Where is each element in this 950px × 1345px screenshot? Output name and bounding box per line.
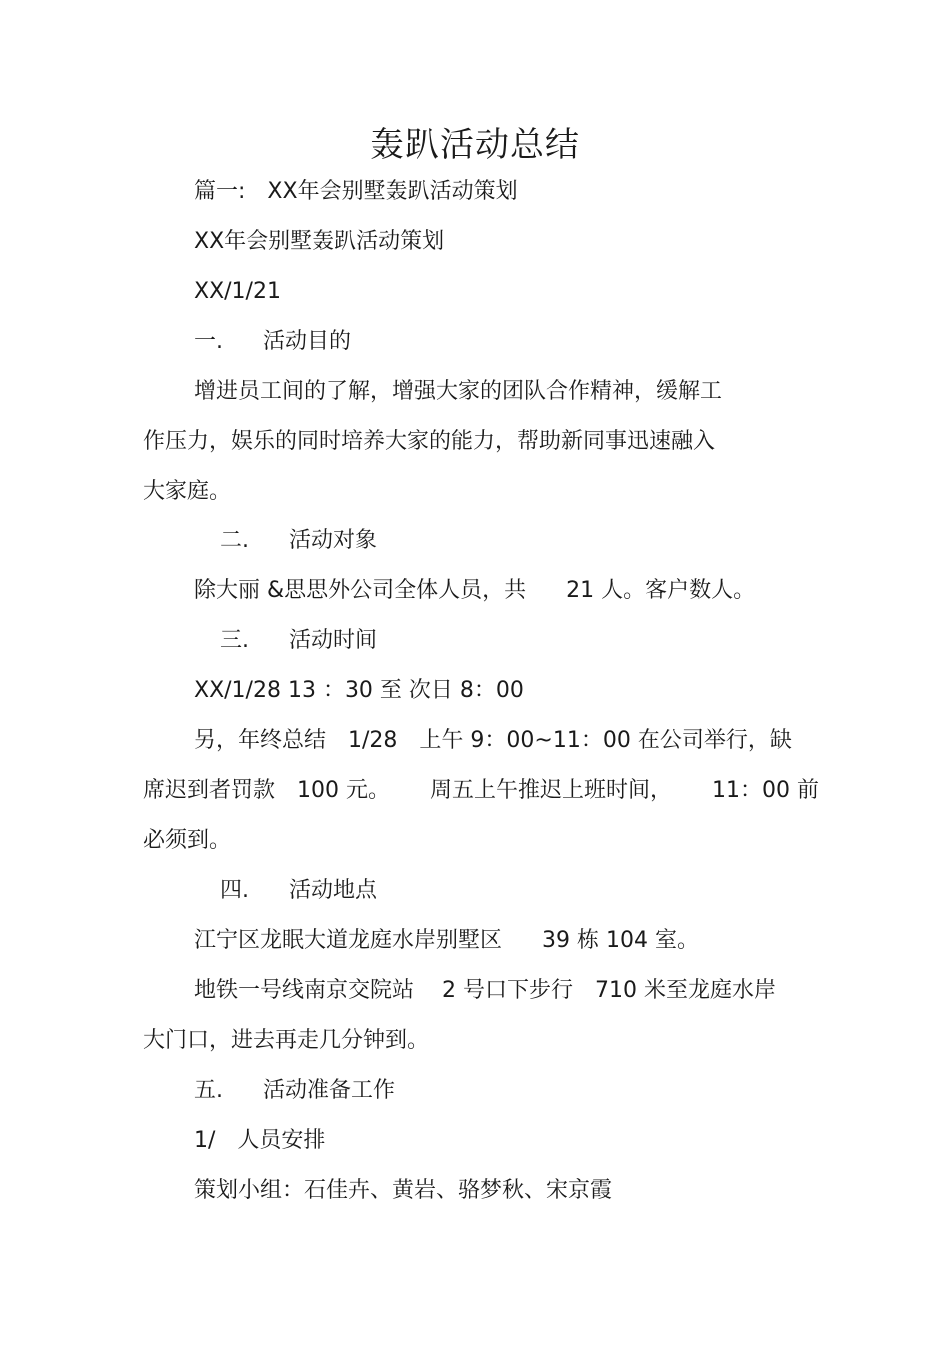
paragraph-line: 席迟到者罚款 100 元。 周五上午推迟上班时间， 11：00 前: [143, 778, 820, 803]
paragraph-line: 大门口，进去再走几分钟到。: [143, 1028, 430, 1053]
paragraph-line: 大家庭。: [143, 479, 232, 504]
paragraph-line: 另，年终总结 1/28 上午 9：00~11：00 在公司举行，缺: [194, 728, 792, 753]
paragraph-line: 江宁区龙眠大道龙庭水岸别墅区 39 栋 104 室。: [194, 928, 699, 953]
subsection-heading-staffing: 1/ 人员安排: [194, 1128, 326, 1153]
section-heading-location: 四. 活动地点: [220, 878, 378, 903]
plan-title: XX年会别墅轰趴活动策划: [194, 229, 445, 254]
paragraph-line: 必须到。: [143, 828, 232, 853]
paragraph-line: 增进员工间的了解，增强大家的团队合作精神，缓解工: [194, 379, 723, 404]
section-heading-preparation: 五. 活动准备工作: [194, 1078, 396, 1103]
document-title: 轰趴活动总结: [370, 125, 580, 165]
plan-date: XX/1/21: [194, 279, 281, 304]
paragraph-line: 地铁一号线南京交院站 2 号口下步行 710 米至龙庭水岸: [194, 978, 777, 1003]
paragraph-line: XX/1/28 13 ：30 至 次日 8：00: [194, 678, 524, 703]
paragraph-line: 策划小组：石佳卉、黄岩、骆梦秋、宋京霞: [194, 1178, 613, 1203]
chapter-heading: 篇一: XX年会别墅轰趴活动策划: [194, 179, 518, 204]
section-heading-purpose: 一. 活动目的: [194, 329, 352, 354]
section-heading-participants: 二. 活动对象: [220, 528, 378, 553]
paragraph-line: 除大丽 &思思外公司全体人员，共 21 人。客户数人。: [194, 578, 756, 603]
paragraph-line: 作压力，娱乐的同时培养大家的能力，帮助新同事迅速融入: [143, 429, 716, 454]
section-heading-time: 三. 活动时间: [220, 628, 378, 653]
